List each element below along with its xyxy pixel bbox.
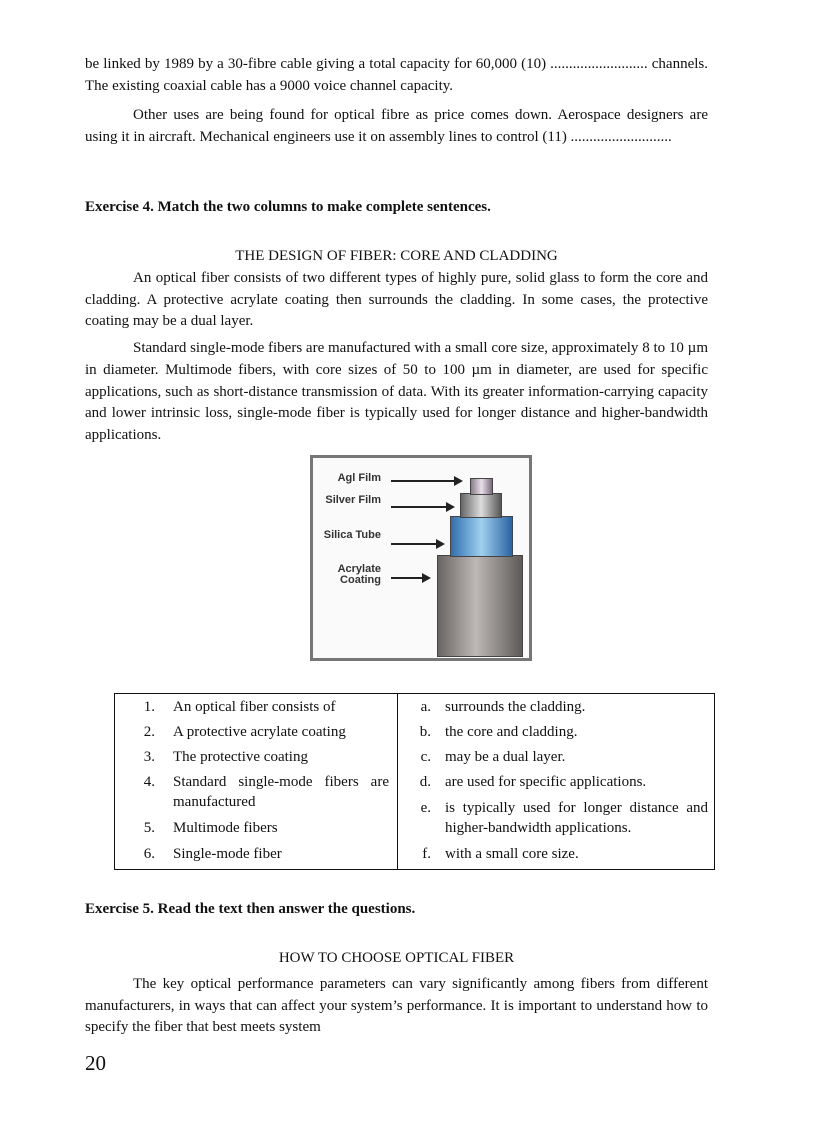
item-letter: a. [420,699,431,715]
item-number: 6. [143,846,155,862]
exercise-4-text [85,268,708,447]
item-text: Multimode fibers [173,820,278,836]
figure-label: Silver Film [325,494,381,506]
figure-label: Agl Film [337,472,381,484]
section-title: THE DESIGN OF FIBER: CORE AND CLADDING [235,248,558,264]
item-text: the core and cladding. [445,724,578,740]
item-letter: b. [419,724,431,740]
exercise-4-heading: Exercise 4. Match the two columns to make complete sentences. [85,199,491,215]
section-title: HOW TO CHOOSE OPTICAL FIBER [278,950,515,966]
fiber-structure-figure [310,455,532,661]
item-number: 5. [143,820,155,836]
item-letter: f. [422,846,431,862]
paragraph: The key optical performance parameters can vary significantly among fibers from different manufacturers, in ways that can affect your system’s performance. It is important to understand how to specify the fiber that best meets system [85,976,708,1036]
item-letter: e. [420,800,431,816]
page-number: 20 [85,1051,106,1075]
exercise-5-heading: Exercise 5. Read the text then answer the questions. [85,901,416,917]
exercise-5-text [85,974,708,1039]
item-number: 1. [143,699,155,715]
item-text: surrounds the cladding. [445,699,586,715]
item-text: are used for specific applications. [445,774,647,790]
item-number: 4. [143,774,155,790]
item-letter: d. [419,774,431,790]
arrow-icon [391,506,453,508]
silica-tube-layer [450,516,513,557]
figure-label: Silica Tube [323,529,381,541]
item-letter: c. [420,749,431,765]
item-number: 3. [143,749,155,765]
paragraph: be linked by 1989 by a 30-fibre cable giving a total capacity for 60,000 (10) .......................... channels. The existing coaxial cable has a 9000 voice channel capacity. [85,56,708,94]
item-text: may be a dual layer. [445,749,566,765]
item-text: Standard single-mode fibers are manufactured [173,774,389,810]
item-number: 2. [143,724,155,740]
figure-label: Acrylate Coating [337,563,381,586]
acrylate-coating-layer [437,555,523,657]
matching-table [114,693,715,870]
item-text: A protective acrylate coating [173,724,346,740]
arrow-icon [391,577,429,579]
item-text: with a small core size. [445,846,579,862]
arrow-icon [391,543,443,545]
item-text: is typically used for longer distance and higher-bandwidth applications. [445,800,708,836]
item-text: Single-mode fiber [173,846,282,862]
intro-text [85,54,708,149]
item-text: The protective coating [173,749,308,765]
paragraph: Standard single-mode fibers are manufactured with a small core size, approximately 8 to 10 µm in diameter. Multimode fibers, with core sizes of 50 to 100 µm in diameter, are used for specific applications, such as short-distance transmission of data. With its greater information-carrying capacity and lower intrinsic loss, single-mode fiber is typically used for longer distance and higher-bandwidth applications. [85,340,708,443]
silver-film-layer [460,493,502,518]
item-text: An optical fiber consists of [173,699,336,715]
paragraph: Other uses are being found for optical fibre as price comes down. Aerospace designers are using it in aircraft. Mechanical engineers use it on assembly lines to control (11) ........................... [85,107,708,146]
arrow-icon [391,480,461,482]
agl-film-layer [470,478,493,495]
paragraph: An optical fiber consists of two different types of highly pure, solid glass to form the core and cladding. A protective acrylate coating then surrounds the cladding. In some cases, the protective coating may be a dual layer. [85,270,708,330]
